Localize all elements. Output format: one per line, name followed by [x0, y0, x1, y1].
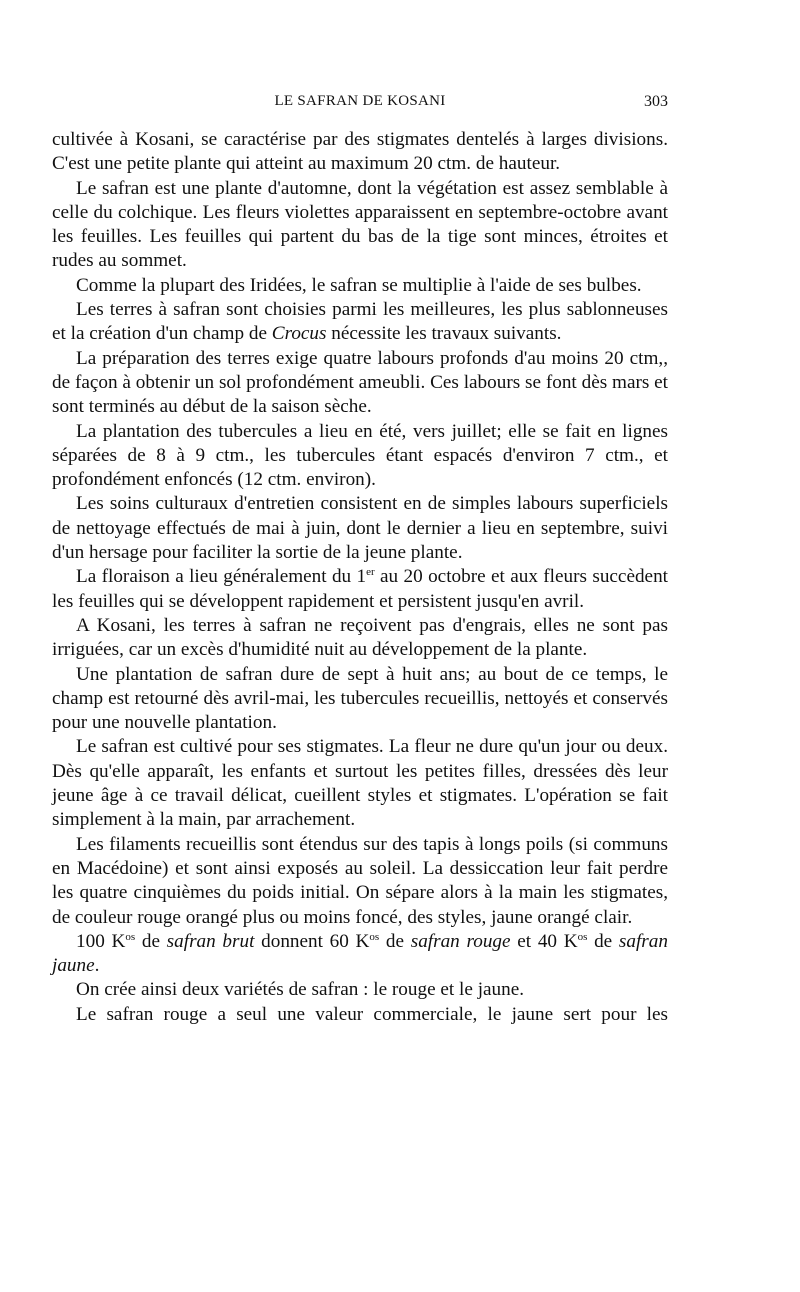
paragraph-15: Le safran rouge a seul une valeur commerciale, le jaune sert pour les — [76, 1003, 668, 1025]
running-title: LE SAFRAN DE KOSANI — [274, 93, 446, 109]
paragraph-5: La préparation des terres exige quatre labours profonds d'au moins 20 ctm,, de façon à obtenir un sol profondément ameubli. Ces labours se font dès mars et sont terminés au début de la saison sèche. — [52, 347, 668, 418]
paragraph-6: La plantation des tubercules a lieu en été, vers juillet; elle se fait en lignes séparées de 8 à 9 ctm., les tubercules étant espacés d'environ 7 ctm., et profondément enfoncés (12 ctm. environ). — [52, 420, 668, 491]
paragraph-14: On crée ainsi deux variétés de safran : le rouge et le jaune. — [76, 979, 525, 1001]
paragraph-9: A Kosani, les terres à safran ne reçoivent pas d'engrais, elles ne sont pas irriguées, car un excès d'humidité nuit au développement de la plante. — [52, 614, 668, 661]
paragraph-2: Le safran est une plante d'automne, dont la végétation est assez semblable à celle du colchique. Les fleurs violettes apparaissent en septembre-octobre avant les feuilles. Les feuilles qui partent du bas de la tige sont minces, étroites et rudes au sommet. — [52, 177, 668, 272]
paragraph-3: Comme la plupart des Iridées, le safran se multiplie à l'aide de ses bulbes. — [76, 274, 642, 296]
paragraph-8: La floraison a lieu généralement du 1er au 20 octobre et aux fleurs succèdent les feuilles qui se développent rapidement et persistent jusqu'en avril. — [52, 566, 668, 612]
paragraph-7: Les soins culturaux d'entretien consistent en de simples labours superficiels de nettoyage effectués de mai à juin, dont le dernier a lieu en septembre, suivi d'un hersage pour faciliter la sortie de la jeune plante. — [52, 493, 668, 564]
paragraph-11: Le safran est cultivé pour ses stigmates. La fleur ne dure qu'un jour ou deux. Dès qu'elle apparaît, les enfants et surtout les petites filles, dressées dès leur jeune âge à ce travail délicat, cueillent styles et stigmates. L'opération se fait simplement à la main, par arrachement. — [52, 736, 668, 831]
crocus-italic: Crocus — [271, 323, 327, 345]
paragraph-1: cultivée à Kosani, se caractérise par des stigmates dentelés à larges divisions. C'est une petite plante qui atteint au maximum 20 ctm. de hauteur. — [52, 129, 668, 175]
page-header — [52, 93, 668, 115]
paragraph-13: 100 $K^{os}$ de safran brut donnent 60 $K^{os}$ de safran rouge et 40 $K^{os}$ de safran jaune. — [52, 930, 668, 977]
paragraph-4: Les terres à safran sont choisies parmi les meilleures, les plus sablonneuses et la création d'un champ de Crocus nécessite les travaux suivants. — [52, 299, 668, 345]
body-text — [52, 128, 668, 1027]
paragraph-10: Une plantation de safran dure de sept à huit ans; au bout de ce temps, le champ est retourné dès avril-mai, les tubercules recueillis, nettoyés et conservés pour une nouvelle plantation. — [52, 663, 668, 734]
page-number: 303 — [644, 93, 668, 110]
paragraph-12: Les filaments recueillis sont étendus sur des tapis à longs poils (si communs en Macédoine) et sont ainsi exposés au soleil. La dessiccation leur fait perdre les quatre cinquièmes du poids initial. On sépare alors à la main les stigmates, de couleur rouge orangé plus ou moins foncé, des styles, jaune orangé clair. — [52, 833, 668, 928]
